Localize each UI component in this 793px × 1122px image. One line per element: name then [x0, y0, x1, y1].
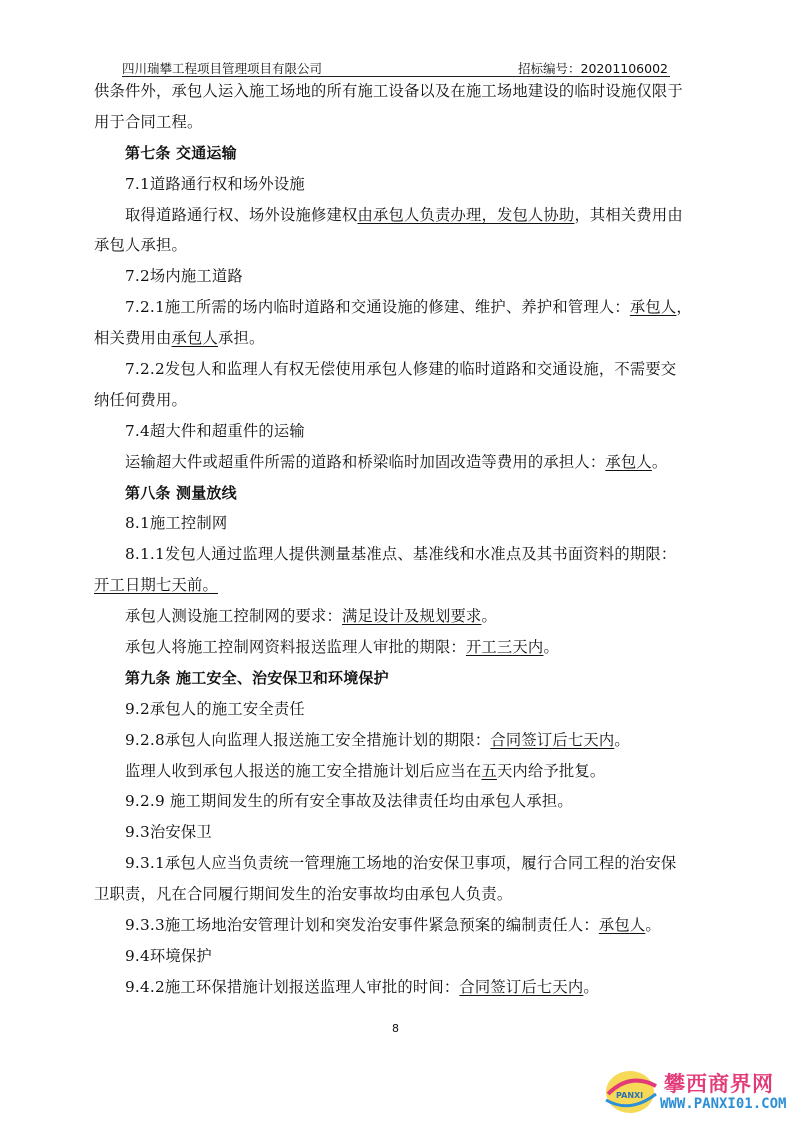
text-line [94, 447, 706, 478]
text-line [94, 786, 706, 817]
bid-number: 招标编号：20201106002 [518, 61, 668, 76]
text-line [94, 230, 706, 261]
section-heading [94, 138, 706, 169]
text-line [94, 601, 706, 632]
line-text: 9.2承包人的施工安全责任 [125, 699, 305, 718]
line-text: 。 [651, 452, 668, 471]
text-line [94, 200, 706, 231]
text-line [94, 323, 706, 354]
watermark-url: WWW.PANXI01.COM [660, 1096, 787, 1112]
underlined-fill-text: 承包人 [598, 916, 646, 935]
line-text: 取得道路通行权、场外设施修建权 [125, 205, 358, 224]
line-text: 。 [614, 730, 630, 749]
line-text: 9.4环境保护 [125, 946, 212, 965]
line-text: 7.2场内施工道路 [125, 267, 243, 286]
line-text: 7.2.1施工所需的场内临时道路和交通设施的修建、维护、养护和管理人： [125, 298, 630, 317]
underlined-fill-text: 开工日期七天前。 [94, 576, 218, 595]
underlined-fill-text: 承包人 [171, 329, 218, 348]
text-line [94, 817, 706, 848]
line-text: 承包人承担。 [94, 236, 187, 255]
line-text: 9.3.1承包人应当负责统一管理施工场地的治安保卫事项，履行合同工程的治安保 [125, 854, 677, 873]
line-text: 。 [645, 916, 661, 935]
line-text: 9.2.8承包人向监理人报送施工安全措施计划的期限： [125, 730, 491, 749]
underlined-fill-text: 满足设计及规划要求 [341, 607, 482, 626]
text-line [94, 570, 706, 601]
line-text: 第七条 交通运输 [125, 143, 237, 162]
line-text: 。 [543, 638, 559, 657]
line-text: ，其相关费用由 [574, 205, 683, 224]
page-number: 8 [392, 1022, 399, 1035]
line-text: 9.3治安保卫 [125, 823, 212, 842]
line-text: 7.1道路通行权和场外设施 [125, 174, 305, 193]
line-text: 7.4超大件和超重件的运输 [125, 421, 305, 440]
section-heading [94, 663, 706, 694]
line-text: 9.3.3施工场地治安管理计划和突发治安事件紧急预案的编制责任人： [125, 916, 599, 935]
company-name: 四川瑞攀工程项目管理项目有限公司 [122, 61, 323, 76]
line-text: 用于合同工程。 [94, 112, 203, 131]
line-text: 天内给予批复。 [496, 761, 606, 780]
line-text: 卫职责，凡在合同履行期间发生的治安事故均由承包人负责。 [94, 885, 513, 904]
line-text: 承担。 [218, 329, 265, 348]
watermark [600, 1062, 790, 1120]
page-header [122, 58, 670, 77]
text-line [94, 292, 706, 323]
line-text: 。 [481, 607, 497, 626]
text-line [94, 910, 706, 941]
line-text: 第九条 施工安全、治安保卫和环境保护 [125, 668, 389, 687]
line-text: 承包人将施工控制网资料报送监理人审批的期限： [125, 638, 466, 657]
text-line [94, 261, 706, 292]
line-text: 8.1.1发包人通过监理人提供测量基准点、基准线和水准点及其书面资料的期限： [125, 545, 677, 564]
watermark-title: 攀西商界网 [664, 1072, 774, 1096]
line-text: 相关费用由 [94, 329, 172, 348]
line-text: ， [676, 298, 692, 317]
underlined-fill-text: 承包人 [629, 298, 677, 317]
line-text: 纳任何费用。 [94, 390, 187, 409]
underlined-fill-text: 承包人 [605, 452, 652, 471]
text-line [94, 972, 706, 1003]
line-text: 8.1施工控制网 [125, 514, 228, 533]
line-text: 承包人测设施工控制网的要求： [125, 607, 342, 626]
text-line [94, 539, 706, 570]
text-line [94, 941, 706, 972]
text-line [94, 416, 706, 447]
text-line [94, 848, 706, 879]
section-heading [94, 478, 706, 509]
text-line [94, 879, 706, 910]
line-text: 9.4.2施工环保措施计划报送监理人审批的时间： [125, 977, 460, 996]
watermark-logo-text: PANXI [616, 1091, 644, 1100]
underlined-fill-text: 五 [481, 761, 497, 780]
watermark-logo-icon [600, 1064, 662, 1118]
text-line [94, 385, 706, 416]
line-text: 7.2.2发包人和监理人有权无偿使用承包人修建的临时道路和交通设施，不需要交 [125, 360, 677, 379]
underlined-fill-text: 开工三天内 [465, 638, 544, 657]
text-line [94, 694, 706, 725]
line-text: 供条件外，承包人运入施工场地的所有施工设备以及在施工场地建设的临时设施仅限于 [94, 82, 683, 100]
text-line [94, 354, 706, 385]
underlined-fill-text: 合同签订后七天内 [459, 977, 584, 996]
text-line [94, 169, 706, 200]
line-text: 监理人收到承包人报送的施工安全措施计划后应当在 [125, 761, 482, 780]
line-text: 运输超大件或超重件所需的道路和桥梁临时加固改造等费用的承担人： [125, 452, 606, 471]
text-line [94, 508, 706, 539]
text-line [94, 107, 706, 138]
text-line [94, 756, 706, 787]
text-line [94, 632, 706, 663]
line-text: 第八条 测量放线 [125, 483, 237, 502]
underlined-fill-text: 合同签订后七天内 [490, 730, 615, 749]
text-line [94, 76, 706, 107]
line-text: 9.2.9 施工期间发生的所有安全事故及法律责任均由承包人承担。 [125, 792, 573, 811]
line-text: 。 [583, 977, 599, 996]
text-line [94, 725, 706, 756]
underlined-fill-text: 由承包人负责办理，发包人协助 [357, 205, 575, 224]
document-body [94, 76, 706, 1003]
